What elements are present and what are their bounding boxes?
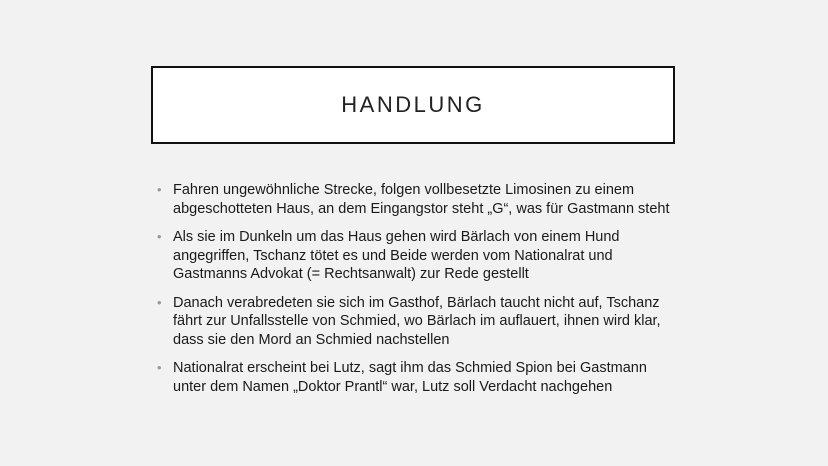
- bullet-item: [157, 228, 677, 284]
- bullet-item: [157, 294, 677, 350]
- bullet-text: Nationalrat erscheint bei Lutz, sagt ihm das Schmied Spion bei Gastmann unter dem Namen „Doktor Prantl“ war, Lutz soll Verdacht nachgehen: [173, 360, 647, 395]
- bullet-dot-icon: •: [157, 229, 162, 244]
- bullet-text: Als sie im Dunkeln um das Haus gehen wird Bärlach von einem Hund angegriffen, Tschanz tötet es und Beide werden vom Nationalrat und Gastmanns Advokat (= Rechtsanwalt) zur Rede gestellt: [173, 229, 620, 282]
- bullet-dot-icon: •: [157, 182, 162, 197]
- bullet-text: Danach verabredeten sie sich im Gasthof, Bärlach taucht nicht auf, Tschanz fährt zur Unfallsstelle von Schmied, wo Bärlach im auflauert, ihnen wird klar, dass sie den Mord an Schmied nachstellen: [173, 294, 661, 348]
- bullet-item: [157, 181, 677, 218]
- bullet-dot-icon: •: [157, 294, 162, 310]
- title-box: [151, 66, 675, 144]
- bullet-dot-icon: •: [157, 360, 162, 375]
- bullet-list: [157, 181, 677, 406]
- bullet-text: Fahren ungewöhnliche Strecke, folgen vollbesetzte Limosinen zu einem abgeschotteten Haus, an dem Eingangstor steht „G“, was für Gastmann steht: [173, 182, 670, 217]
- slide-title: HANDLUNG: [341, 92, 485, 117]
- bullet-item: [157, 359, 677, 396]
